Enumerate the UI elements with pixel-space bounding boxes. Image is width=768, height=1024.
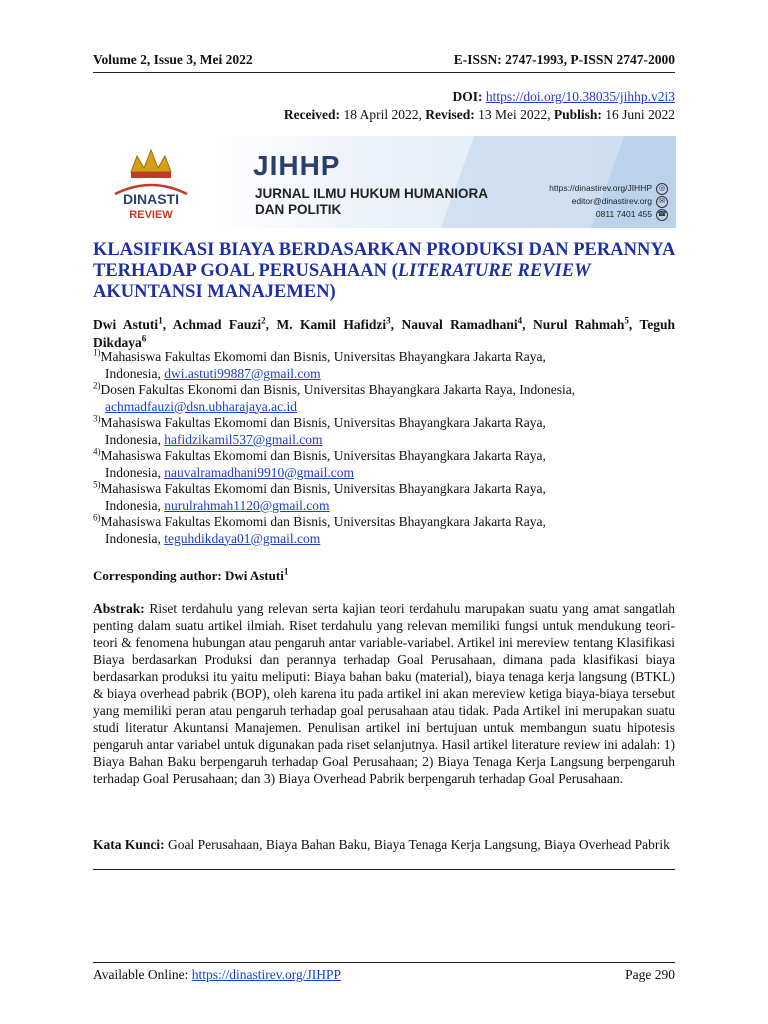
available-label: Available Online: — [93, 967, 192, 982]
title-part2: AKUNTANSI MANAJEMEN) — [93, 282, 336, 302]
affiliation-prefix: Indonesia, — [105, 464, 165, 480]
affiliation-item — [93, 448, 675, 481]
affiliation-item — [93, 514, 675, 547]
abstract-text: Riset terdahulu yang relevan serta kajian teori terdahulu marupakan suatu yang amat sangatlah penting dalam suatu artikel ilmiah. Riset terdahulu yang relevan memiliki fungsi untuk mendukung teori-teori & fenomena hubungan atau pengaruh antar variable-variabel. Artikel ini mereview tentang Klasifikasi Biaya berdasarkan Produksi dan perannya terhadap Goal Perusahaan, dimana pada klasifikasi biaya berdasarkan produksi itu yaitu meliputi: Biaya bahan baku (material), biaya tenaga kerja langsung (BTKL) & biaya overhead pabrik (BOP), oleh karena itu pada artikel ini akan mereview ketiga biaya-biaya tersebut yang memiliki peran atau pengaruh terhadap goal perusahaan atau tidak. Pada Artikel ini merupakan suatu studi literatur Akuntansi Manajemen. Penulisan artikel ini bertujuan untuk membangun suatu hipotesis pengaruh antar variabel untuk digunakan pada riset selanjutnya. Hasil artikel literature review ini adalah: 1) Biaya Bahan Baku berpengaruh terhadap Goal Perusahaan; 2) Biaya Tenaga Kerja Langsung berpengaruh terhadap Goal Perusahaan; dan 3) Biaya Overhead Pabrik berpengaruh terhadap Goal Perusahaan. — [93, 601, 676, 786]
page-number: Page 290 — [625, 967, 675, 982]
corresponding-sup: 1 — [283, 566, 289, 577]
author-email-link[interactable]: teguhdikdaya01@gmail.com — [164, 530, 321, 546]
doi-label: DOI: — [452, 89, 483, 104]
affiliation-prefix: Indonesia, — [105, 530, 165, 546]
affiliation-sup: 6) — [93, 512, 101, 523]
affiliation-prefix: Indonesia, — [105, 365, 165, 381]
received-date: 18 April 2022, — [343, 107, 422, 122]
journal-name-line1: JURNAL ILMU HUKUM HUMANIORA — [255, 186, 488, 201]
affiliation-line2 — [93, 432, 675, 449]
affiliation-item — [93, 382, 675, 415]
author-sup: 4 — [517, 315, 523, 326]
title-italic: LITERATURE REVIEW — [397, 261, 591, 281]
author-sup: 1 — [158, 315, 163, 326]
affiliation-text: Mahasiswa Fakultas Ekomomi dan Bisnis, Universitas Bhayangkara Jakarta Raya, — [100, 349, 546, 364]
author-email-link[interactable]: nauvalramadhani9910@gmail.com — [164, 464, 354, 480]
author-name: Teguh Dikdaya — [93, 317, 676, 350]
doi-link[interactable]: https://doi.org/10.38035/jihhp.v2i3 — [485, 89, 675, 104]
affiliation-line2 — [93, 399, 675, 416]
journal-abbreviation: JIHHP — [253, 150, 341, 181]
available-online — [93, 967, 341, 983]
affiliation-sup: 5) — [93, 479, 101, 490]
footer-divider — [93, 962, 675, 963]
keywords-divider — [93, 869, 675, 870]
affiliation-text: Dosen Fakultas Ekonomi dan Bisnis, Universitas Bhayangkara Jakarta Raya, Indonesia, — [100, 382, 576, 397]
affiliation-sup: 3) — [93, 413, 101, 424]
author-sup: 3 — [386, 315, 391, 326]
received-label: Received: — [283, 107, 341, 122]
journal-link[interactable]: https://dinastirev.org/JIHPP — [191, 967, 341, 982]
author-email-link[interactable]: hafidzikamil537@gmail.com — [164, 431, 323, 447]
abstract — [93, 600, 675, 787]
header-divider — [93, 72, 675, 73]
author-name: Nauval Ramadhani — [401, 317, 518, 332]
affiliation-text: Mahasiswa Fakultas Ekomomi dan Bisnis, Universitas Bhayangkara Jakarta Raya, — [100, 514, 546, 529]
affiliation-prefix: Indonesia, — [105, 431, 165, 447]
affiliation-item — [93, 349, 675, 382]
author-email-link[interactable]: nurulrahmah1120@gmail.com — [164, 497, 330, 513]
journal-banner — [93, 136, 676, 228]
keywords-label: Kata Kunci: — [93, 837, 165, 852]
running-header — [93, 52, 675, 68]
affiliation-line2 — [93, 366, 675, 383]
logo-subtext: REVIEW — [129, 209, 173, 221]
title-part1: KLASIFIKASI BIAYA BERDASARKAN PRODUKSI DAN PERANNYA TERHADAP GOAL PERUSAHAAN ( — [93, 240, 675, 281]
affiliation-text: Mahasiswa Fakultas Ekomomi dan Bisnis, Universitas Bhayangkara Jakarta Raya, — [100, 448, 546, 463]
doi-block — [284, 88, 675, 124]
keywords — [93, 836, 675, 853]
mail-icon: ✉ — [656, 196, 668, 208]
affiliation-sup: 1) — [93, 347, 101, 358]
affiliation-item — [93, 481, 675, 514]
author-email-link[interactable]: dwi.astuti99887@gmail.com — [164, 365, 321, 381]
keywords-text: Goal Perusahaan, Biaya Bahan Baku, Biaya Tenaga Kerja Langsung, Biaya Overhead Pabrik — [168, 837, 670, 852]
contact-phone — [549, 208, 668, 221]
author-list: Dwi Astuti$^1$, Achmad Fauzi$^2$, M. Kamil Hafidzi$^3$, Nauval Ramadhani$^4$, Nurul Rahmah$^5$, Teguh Dikdaya$^6$ — [93, 315, 676, 350]
author-name: Achmad Fauzi — [172, 317, 262, 332]
journal-contacts — [549, 182, 668, 221]
author-name: Dwi Astuti — [93, 317, 159, 332]
author-sup: 5 — [624, 315, 629, 326]
journal-full-name — [255, 186, 488, 218]
affiliation-text: Mahasiswa Fakultas Ekomomi dan Bisnis, Universitas Bhayangkara Jakarta Raya, — [100, 415, 546, 430]
contact-phone-text: 0811 7401 455 — [595, 209, 652, 219]
doi-line — [284, 88, 675, 106]
logo-text: DINASTI — [123, 191, 179, 207]
contact-email-text: editor@dinastirev.org — [571, 196, 652, 206]
affiliation-line2 — [93, 465, 675, 482]
author-email-link[interactable]: achmadfauzi@dsn.ubharajaya.ac.id — [105, 398, 297, 414]
volume-issue: Volume 2, Issue 3, Mei 2022 — [93, 52, 253, 67]
author-name: M. Kamil Hafidzi — [276, 317, 387, 332]
affiliation-sup: 2) — [93, 380, 101, 391]
author-sup: 6 — [141, 333, 147, 344]
publish-date: 16 Juni 2022 — [605, 107, 675, 122]
revised-label: Revised: — [425, 107, 475, 122]
affiliation-item — [93, 415, 675, 448]
article-title — [93, 240, 675, 303]
abstract-label: Abstrak: — [93, 601, 145, 616]
corresponding-label: Corresponding author: Dwi Astuti — [93, 568, 284, 583]
affiliation-line2 — [93, 531, 675, 548]
author-sup: 2 — [261, 315, 266, 326]
author-name: Nurul Rahmah — [532, 317, 625, 332]
contact-email — [549, 195, 668, 208]
dinasti-review-logo — [101, 142, 201, 224]
contact-web-text: https://dinastirev.org/JIHHP — [549, 183, 652, 193]
affiliation-sup: 4) — [93, 446, 101, 457]
page-footer — [93, 967, 675, 983]
affiliation-text: Mahasiswa Fakultas Ekomomi dan Bisnis, Universitas Bhayangkara Jakarta Raya, — [100, 481, 546, 496]
dates-line — [284, 106, 675, 124]
issn: E-ISSN: 2747-1993, P-ISSN 2747-2000 — [453, 52, 675, 67]
affiliation-list — [93, 349, 675, 547]
phone-icon: ☎ — [656, 209, 668, 221]
publish-label: Publish: — [553, 107, 602, 122]
affiliation-prefix: Indonesia, — [105, 497, 165, 513]
affiliation-line2 — [93, 498, 675, 515]
revised-date: 13 Mei 2022, — [478, 107, 551, 122]
globe-icon: ◎ — [656, 183, 668, 195]
contact-web — [549, 182, 668, 195]
journal-name-line2: DAN POLITIK — [255, 202, 342, 217]
corresponding-author — [93, 568, 288, 584]
